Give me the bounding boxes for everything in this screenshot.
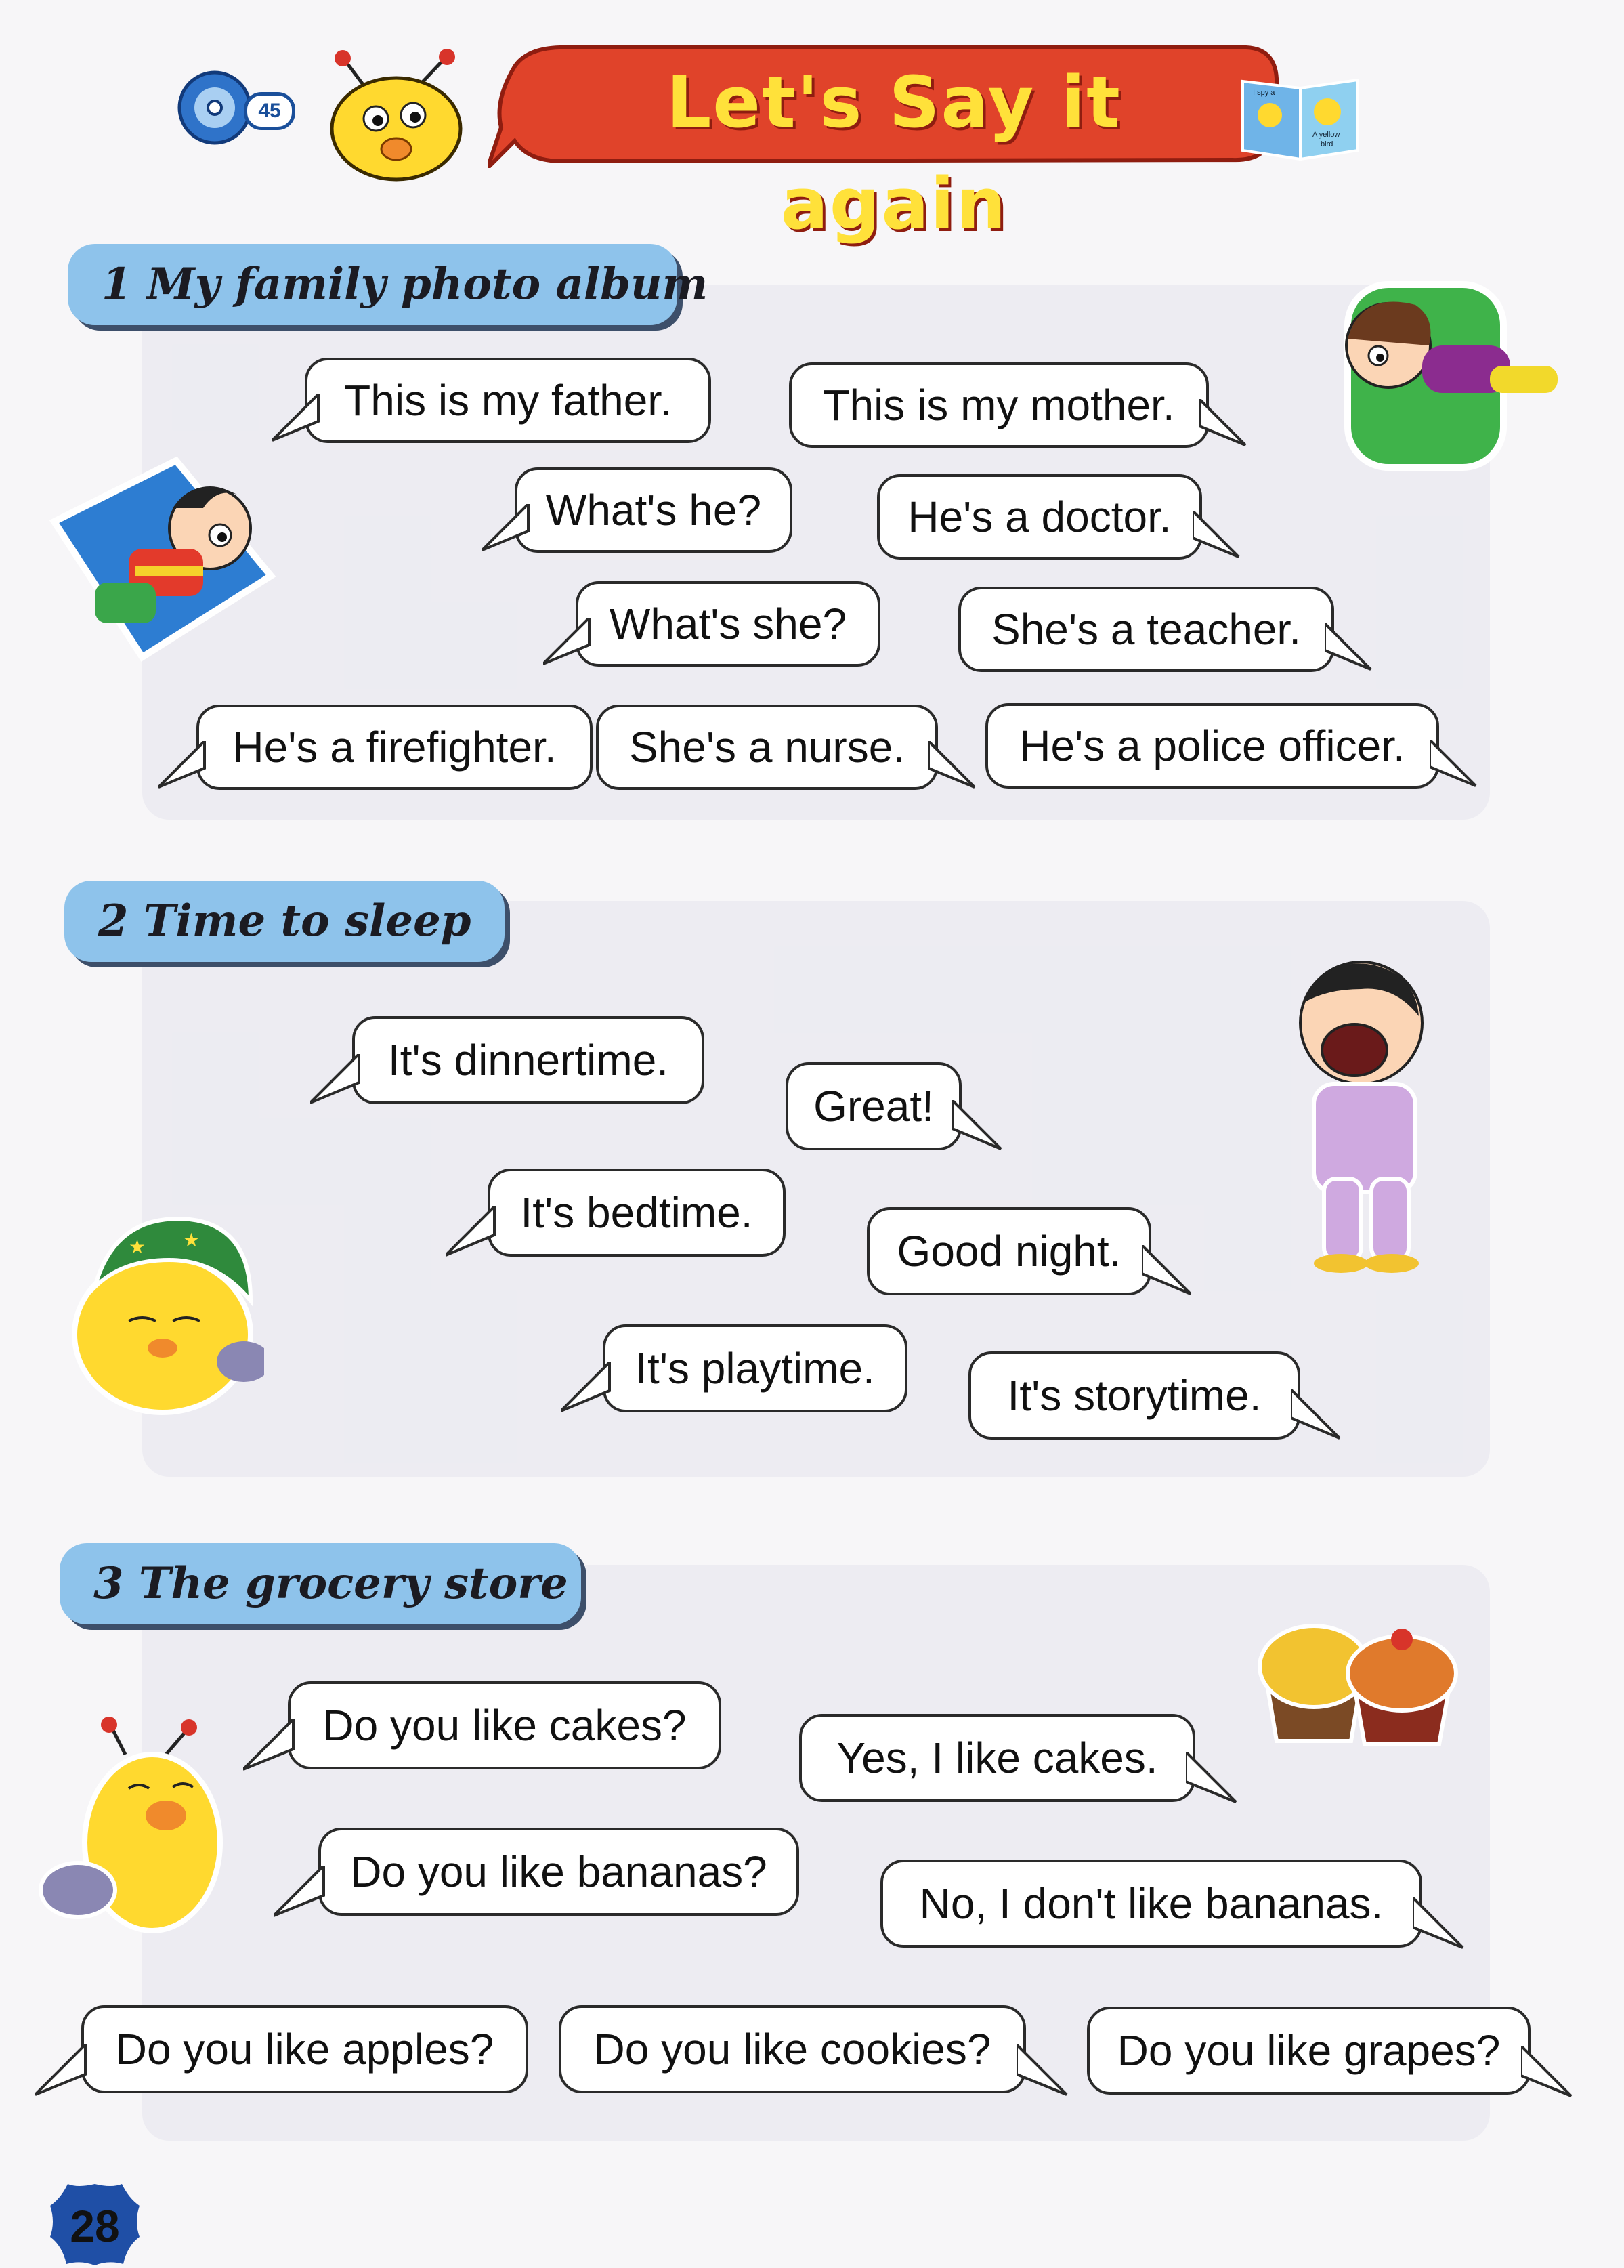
speech-bubble — [318, 1828, 799, 1916]
speech-bubble — [786, 1062, 962, 1150]
speech-bubble — [576, 581, 880, 667]
bubble-text: She's a teacher. — [991, 605, 1301, 654]
boy-on-pillow-illustration — [41, 434, 291, 691]
bubble-text: He's a police officer. — [1019, 721, 1405, 770]
page-title: Let's Say it again — [666, 61, 1121, 245]
yawning-boy-illustration — [1260, 948, 1456, 1274]
section-3-label: 3 The grocery store — [60, 1543, 581, 1624]
speech-bubble — [1087, 2007, 1531, 2095]
bubble-text: It's dinnertime. — [387, 1036, 669, 1085]
cd-disc-icon — [177, 68, 252, 148]
speech-bubble — [877, 474, 1202, 560]
bubble-text: Do you like bananas? — [350, 1847, 767, 1896]
bird-mascot-icon — [318, 47, 474, 183]
audio-cd-icon[interactable] — [177, 68, 293, 148]
bubble-text: No, I don't like bananas. — [919, 1879, 1384, 1928]
bubble-text: This is my mother. — [823, 381, 1175, 429]
bubble-text: Good night. — [897, 1227, 1121, 1276]
bubble-text: He's a doctor. — [907, 492, 1172, 541]
bubble-text: This is my father. — [344, 376, 672, 425]
speech-bubble — [288, 1681, 721, 1769]
bubble-text: Do you like cookies? — [593, 2025, 991, 2074]
speech-bubble — [880, 1860, 1422, 1948]
svg-text:★: ★ — [129, 1236, 146, 1258]
sleeping-chick-illustration — [47, 1199, 264, 1423]
speech-bubble — [968, 1351, 1300, 1440]
page-number-badge — [47, 2181, 142, 2268]
cupcakes-illustration — [1253, 1599, 1463, 1755]
bubble-text: It's bedtime. — [520, 1188, 753, 1237]
book-icon-text-0: I spy a — [1253, 89, 1275, 97]
book-icon-text-1: A yellow — [1312, 131, 1340, 139]
speech-bubble — [603, 1324, 907, 1412]
speech-bubble — [789, 362, 1209, 448]
section-2-label: 2 Time to sleep — [64, 881, 505, 962]
laughing-chick-illustration — [37, 1714, 234, 1971]
page-number: 28 — [70, 2201, 120, 2251]
bubble-text: She's a nurse. — [628, 723, 905, 772]
speech-bubble — [867, 1207, 1151, 1295]
speech-bubble — [799, 1714, 1195, 1802]
title-banner — [488, 39, 1287, 245]
bubble-text: He's a firefighter. — [232, 723, 557, 772]
svg-text:★: ★ — [183, 1229, 200, 1251]
bubble-text: What's she? — [609, 600, 847, 648]
bubble-text: Yes, I like cakes. — [836, 1734, 1158, 1782]
speech-bubble — [81, 2005, 528, 2093]
speech-bubble — [488, 1169, 786, 1257]
track-number: 45 — [244, 92, 295, 130]
bubble-text: Great! — [813, 1082, 934, 1131]
speech-bubble — [305, 358, 711, 443]
speech-bubble — [985, 703, 1439, 789]
book-icon-text-2: bird — [1321, 140, 1333, 148]
speech-bubble — [958, 587, 1334, 672]
speech-bubble — [352, 1016, 704, 1104]
section-1-label: 1 My family photo album — [68, 244, 677, 325]
girl-on-pillow-illustration — [1321, 244, 1571, 474]
bubble-text: Do you like cakes? — [322, 1701, 687, 1750]
speech-bubble — [559, 2005, 1026, 2093]
bubble-text: What's he? — [545, 486, 762, 534]
bubble-text: It's storytime. — [1007, 1371, 1262, 1420]
speech-bubble — [515, 467, 792, 553]
bubble-text: Do you like apples? — [115, 2025, 494, 2074]
bubble-text: Do you like grapes? — [1117, 2026, 1501, 2075]
speech-bubble — [596, 705, 938, 790]
bubble-text: It's playtime. — [635, 1344, 875, 1393]
speech-bubble — [196, 705, 593, 790]
book-icon — [1239, 75, 1361, 163]
